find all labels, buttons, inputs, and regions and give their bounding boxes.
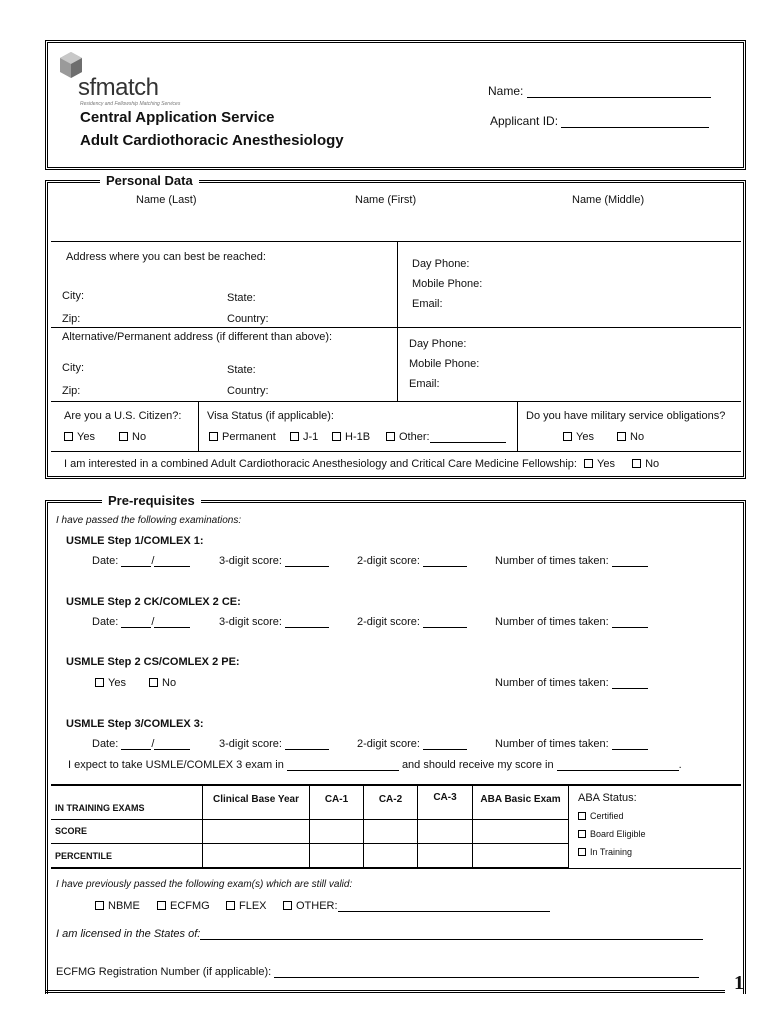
step2ck-heading: USMLE Step 2 CK/COMLEX 2 CE: [66, 596, 241, 608]
table-cell[interactable] [418, 820, 473, 844]
checkbox[interactable] [119, 432, 128, 441]
table-cell[interactable] [203, 820, 310, 844]
divider [198, 401, 199, 451]
step2cs-times[interactable]: Number of times taken: [495, 677, 648, 689]
table-cell[interactable] [418, 844, 473, 868]
checkbox[interactable] [584, 459, 593, 468]
table-cell[interactable] [364, 844, 418, 868]
checkbox[interactable] [95, 901, 104, 910]
step3-heading: USMLE Step 3/COMLEX 3: [66, 718, 204, 730]
applicant-id-label: Applicant ID: [490, 114, 559, 128]
checkbox[interactable] [95, 678, 104, 687]
prev-ecfmg-option[interactable]: ECFMG [157, 900, 210, 912]
military-question: Do you have military service obligations? [526, 410, 726, 422]
aba-board-eligible-option[interactable]: Board Eligible [578, 829, 646, 839]
row-label-score-cell [51, 820, 203, 844]
previously-passed-label: I have previously passed the following exam(s) which are still valid: [56, 879, 353, 890]
row-label-score: SCORE [55, 826, 88, 836]
address-label: Address where you can best be reached: [66, 251, 266, 263]
checkbox[interactable] [332, 432, 341, 441]
alt-city-label: City: [62, 362, 84, 374]
passed-intro: I have passed the following examinations: [56, 515, 242, 526]
name-field[interactable] [488, 84, 711, 98]
form-title-line1: Central Application Service [80, 109, 275, 126]
col-header-ca1: CA-1 [310, 786, 364, 820]
checkbox[interactable] [209, 432, 218, 441]
alt-state-label: State: [227, 364, 256, 376]
step2cs-no-option[interactable]: No [149, 677, 176, 689]
divider [397, 241, 398, 401]
step1-3digit[interactable]: 3-digit score: [219, 555, 329, 567]
divider [51, 868, 741, 869]
step3-2digit[interactable]: 2-digit score: [357, 738, 467, 750]
prev-other-option[interactable]: OTHER: [283, 900, 550, 912]
ecfmg-number-label: ECFMG Registration Number (if applicable): [56, 966, 272, 978]
military-no-option[interactable]: No [617, 431, 644, 443]
ecfmg-number-field[interactable] [56, 966, 699, 978]
alt-country-label: Country: [227, 385, 269, 397]
step2ck-2digit[interactable]: 2-digit score: [357, 616, 467, 628]
divider [51, 241, 741, 242]
day-phone-label: Day Phone: [412, 258, 470, 270]
aba-in-training-option[interactable]: In Training [578, 847, 632, 857]
table-corner [51, 786, 203, 820]
divider [517, 401, 518, 451]
step1-heading: USMLE Step 1/COMLEX 1: [66, 535, 204, 547]
military-yes-option[interactable]: Yes [563, 431, 594, 443]
page-bottom-rule [45, 990, 725, 993]
divider [51, 327, 741, 328]
checkbox[interactable] [157, 901, 166, 910]
alt-address-label: Alternative/Permanent address (if different than above): [62, 331, 333, 343]
checkbox[interactable] [226, 901, 235, 910]
divider [51, 451, 741, 452]
licensed-states-field[interactable] [56, 928, 703, 940]
checkbox[interactable] [578, 830, 586, 838]
personal-data-title: Personal Data [100, 173, 199, 188]
step2ck-3digit[interactable]: 3-digit score: [219, 616, 329, 628]
table-cell[interactable] [473, 844, 569, 868]
checkbox[interactable] [563, 432, 572, 441]
city-label: City: [62, 290, 84, 302]
alt-email-label: Email: [409, 378, 440, 390]
checkbox[interactable] [386, 432, 395, 441]
zip-label: Zip: [62, 313, 81, 325]
form-title-line2: Adult Cardiothoracic Anesthesiology [80, 132, 344, 149]
country-label: Country: [227, 313, 269, 325]
citizen-no-option[interactable]: No [119, 431, 146, 443]
step2ck-date[interactable]: Date: / [92, 616, 190, 628]
applicant-id-field[interactable] [490, 114, 709, 128]
table-cell[interactable] [364, 820, 418, 844]
row-label-percentile-cell [51, 844, 203, 868]
alt-zip-label: Zip: [62, 385, 81, 397]
state-label: State: [227, 292, 256, 304]
row-label-percentile: PERCENTILE [55, 851, 113, 861]
name-middle-label: Name (Middle) [572, 194, 645, 206]
licensed-states-label: I am licensed in the States of: [56, 928, 201, 940]
aba-status-label: ABA Status: [578, 792, 637, 804]
prev-flex-option[interactable]: FLEX [226, 900, 267, 912]
checkbox[interactable] [283, 901, 292, 910]
logo-wordmark: sfmatch [78, 74, 159, 101]
table-cell[interactable] [473, 820, 569, 844]
step2cs-yes-option[interactable]: Yes [95, 677, 126, 689]
expect-step3-line[interactable]: I expect to take USMLE/COMLEX 3 exam in and should receive my score in . [68, 759, 682, 771]
mobile-phone-label: Mobile Phone: [412, 278, 483, 290]
divider [51, 401, 741, 402]
name-last-label: Name (Last) [136, 194, 197, 206]
step3-times[interactable]: Number of times taken: [495, 738, 648, 750]
step1-times[interactable]: Number of times taken: [495, 555, 648, 567]
table-cell[interactable] [310, 820, 364, 844]
prerequisites-title: Pre-requisites [102, 493, 201, 508]
combined-fellowship-question: I am interested in a combined Adult Cardiothoracic Anesthesiology and Critical Care Medicine Fellowship: Yes No [64, 458, 660, 470]
checkbox[interactable] [632, 459, 641, 468]
visa-question: Visa Status (if applicable): [207, 410, 334, 422]
col-header-ca2: CA-2 [364, 786, 418, 820]
visa-h1b-option[interactable]: H-1B [332, 431, 370, 443]
visa-j1-option[interactable]: J-1 [290, 431, 318, 443]
page-number: 1 [734, 972, 744, 994]
checkbox[interactable] [578, 848, 586, 856]
citizen-yes-option[interactable]: Yes [64, 431, 95, 443]
visa-other-option[interactable]: Other: [386, 431, 506, 443]
table-cell[interactable] [310, 844, 364, 868]
step1-2digit[interactable]: 2-digit score: [357, 555, 467, 567]
name-first-label: Name (First) [355, 194, 417, 206]
col-header-clinical-base: Clinical Base Year [203, 786, 310, 820]
checkbox[interactable] [64, 432, 73, 441]
col-header-ca3: CA-3 [418, 786, 473, 820]
step2cs-heading: USMLE Step 2 CS/COMLEX 2 PE: [66, 656, 240, 668]
step2ck-times[interactable]: Number of times taken: [495, 616, 648, 628]
logo-tagline: Residency and Fellowship Matching Services [80, 101, 181, 107]
prev-nbme-option[interactable]: NBME [95, 900, 140, 912]
step3-date[interactable]: Date: / [92, 738, 190, 750]
col-header-aba-basic: ABA Basic Exam [473, 786, 569, 820]
combined-no-option[interactable]: No [632, 458, 659, 470]
visa-permanent-option[interactable]: Permanent [209, 431, 276, 443]
alt-day-phone-label: Day Phone: [409, 338, 467, 350]
aba-certified-option[interactable]: Certified [578, 811, 624, 821]
checkbox[interactable] [149, 678, 158, 687]
row-label-in-training: IN TRAINING EXAMS [55, 803, 145, 813]
checkbox[interactable] [290, 432, 299, 441]
step3-3digit[interactable]: 3-digit score: [219, 738, 329, 750]
checkbox[interactable] [578, 812, 586, 820]
table-cell[interactable] [203, 844, 310, 868]
name-label: Name: [488, 84, 524, 98]
combined-yes-option[interactable]: Yes [584, 458, 615, 470]
step1-row[interactable]: Date: / [92, 555, 190, 567]
alt-mobile-phone-label: Mobile Phone: [409, 358, 480, 370]
email-label: Email: [412, 298, 443, 310]
checkbox[interactable] [617, 432, 626, 441]
citizen-question: Are you a U.S. Citizen?: [64, 410, 182, 422]
